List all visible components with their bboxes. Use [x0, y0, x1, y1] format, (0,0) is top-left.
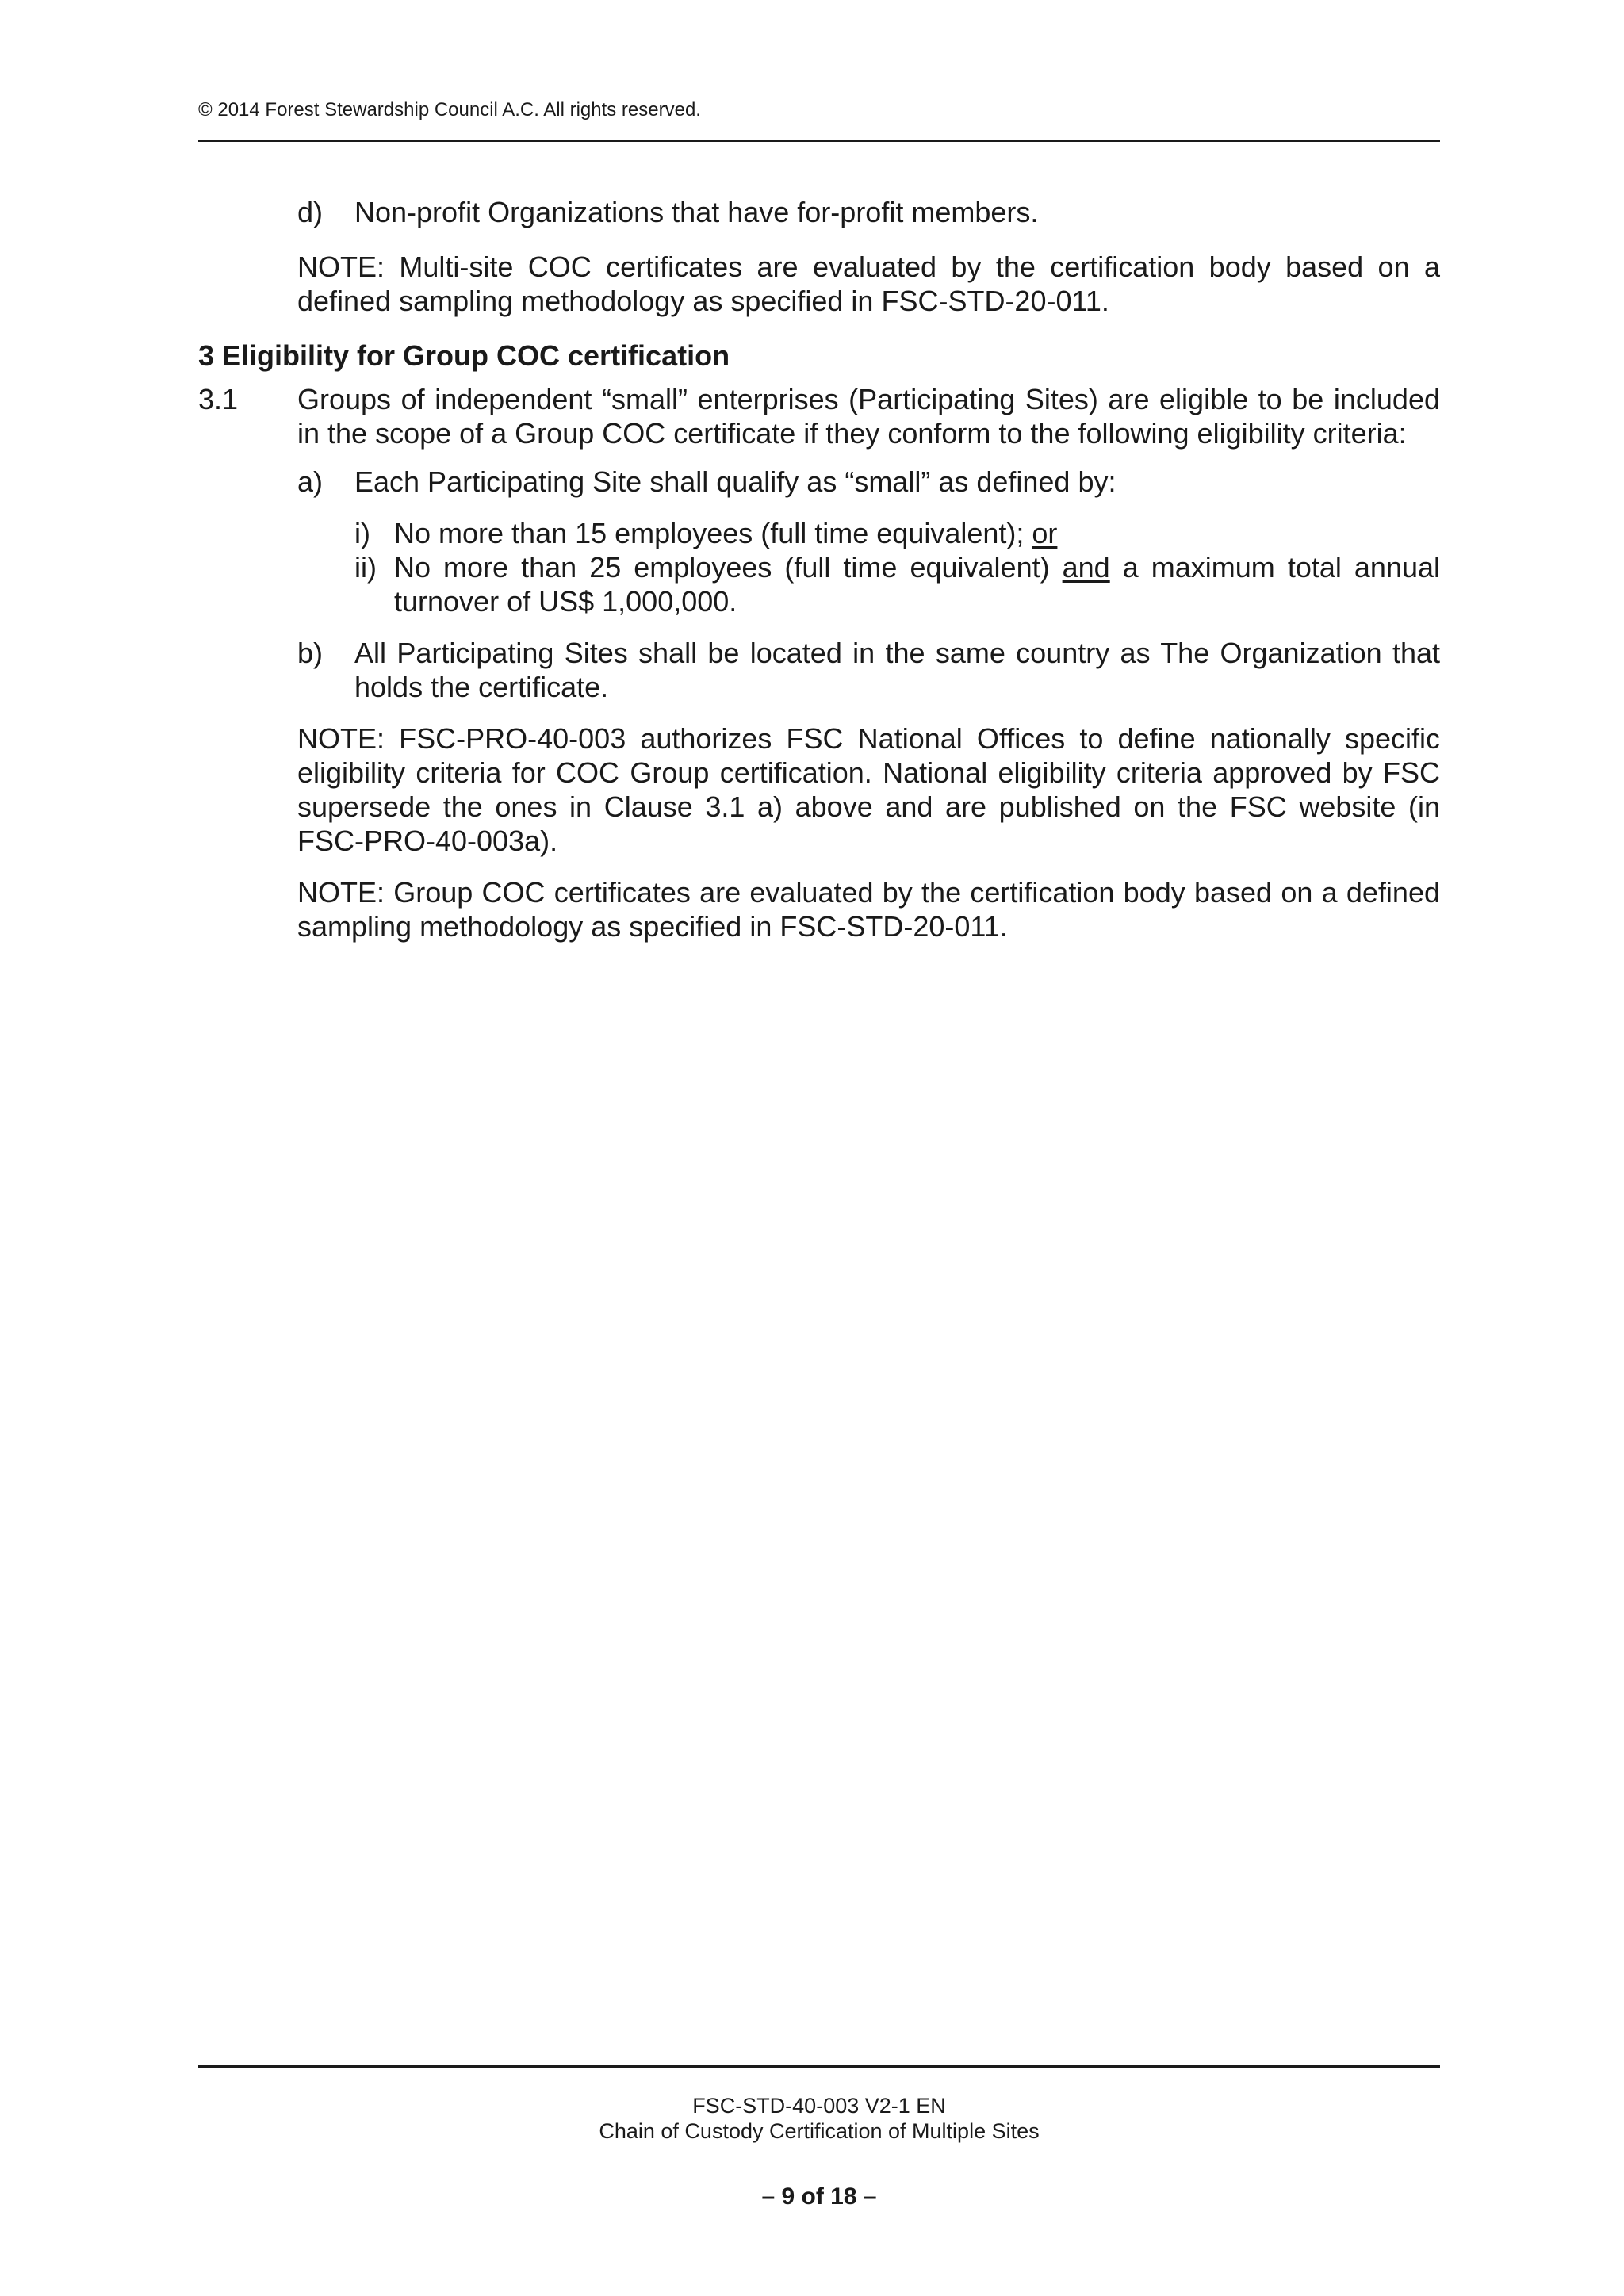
clause-number: 3.1 — [198, 383, 239, 415]
sub-item-label: i) — [354, 517, 370, 549]
list-item-a — [297, 465, 1440, 499]
header-divider — [198, 140, 1440, 142]
footer-doc-title: Chain of Custody Certification of Multiple Sites — [599, 2119, 1040, 2143]
header-copyright: © 2014 Forest Stewardship Council A.C. All rights reserved. — [198, 99, 701, 121]
clause-3-1 — [198, 382, 1440, 450]
sub-item-text — [394, 516, 1440, 550]
list-item-label: b) — [297, 637, 324, 669]
list-item-b — [297, 636, 1440, 704]
list-item-label: d) — [297, 196, 324, 228]
sub-item-i-text: No more than 15 employees (full time equivalent); — [394, 517, 1032, 549]
section-heading: 3 Eligibility for Group COC certification — [198, 339, 730, 372]
footer-doc-code: FSC-STD-40-003 V2-1 EN — [692, 2094, 946, 2118]
footer-divider — [198, 2065, 1440, 2068]
note-national-criteria: NOTE: FSC-PRO-40-003 authorizes FSC National Offices to define nationally specific eligibility criteria for COC Group certification. National eligibility criteria approved by FSC supersede the ones in Clause 3.1 a) above and are published on the FSC website (in FSC-PRO-40-003a). — [297, 722, 1440, 857]
list-item-text: All Participating Sites shall be located in the same country as The Organization that holds the certificate. — [354, 637, 1440, 703]
list-item-text: Non-profit Organizations that have for-profit members. — [354, 196, 1039, 228]
sub-item-ii-emphasis: and — [1062, 551, 1110, 584]
sub-item-ii-text-before: No more than 25 employees (full time equivalent) — [394, 551, 1063, 584]
note-group-sampling: NOTE: Group COC certificates are evaluated by the certification body based on a defined sampling methodology as specified in FSC-STD-20-011. — [297, 876, 1440, 943]
list-item-d — [297, 195, 1440, 229]
footer-page-number: – 9 of 18 – — [761, 2183, 877, 2210]
clause-text: Groups of independent “small” enterprises (Participating Sites) are eligible to be included in the scope of a Group COC certificate if they conform to the following eligibility criteria: — [297, 383, 1440, 450]
sub-item-i-emphasis: or — [1032, 517, 1058, 549]
note-multisite: NOTE: Multi-site COC certificates are evaluated by the certification body based on a defined sampling methodology as specified in FSC-STD-20-011. — [297, 251, 1440, 317]
sub-item-label: ii) — [354, 551, 377, 584]
list-item-text: Each Participating Site shall qualify as “small” as defined by: — [354, 465, 1116, 498]
sub-item-i — [354, 516, 1440, 550]
sub-item-text — [394, 550, 1440, 618]
sub-item-ii-text-after: a maximum total annual turnover of US$ 1,000,000. — [394, 551, 1441, 618]
list-item-label: a) — [297, 465, 324, 498]
sub-item-ii — [354, 550, 1440, 618]
page-body — [198, 195, 1440, 943]
